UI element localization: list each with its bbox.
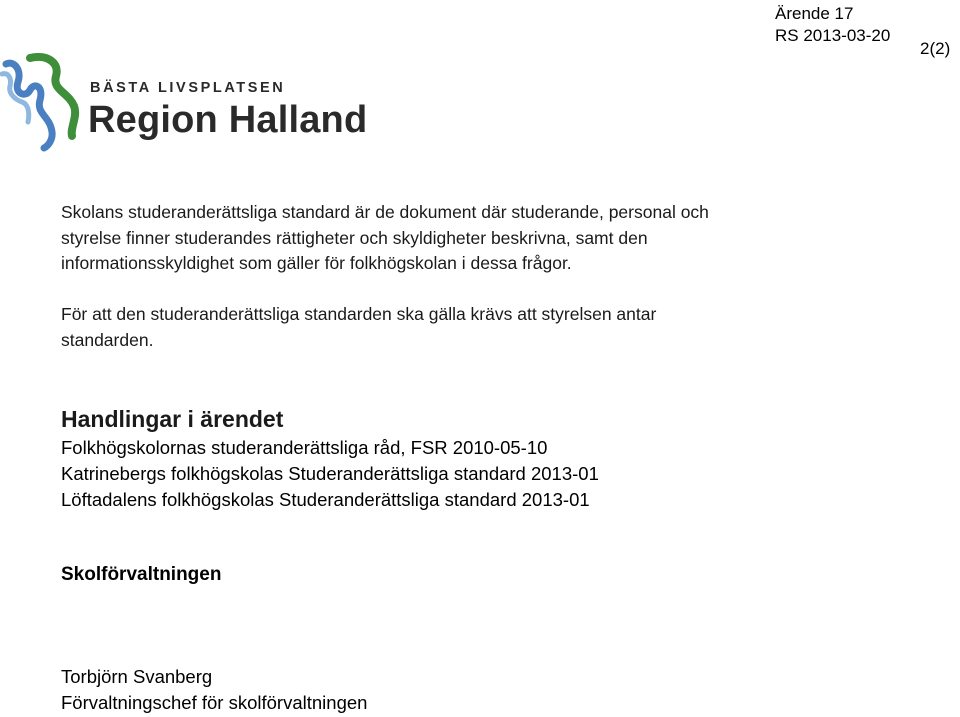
documents-heading: Handlingar i ärendet bbox=[61, 406, 284, 432]
list-item: Katrinebergs folkhögskolas Studeranderättsliga standard 2013-01 bbox=[61, 463, 599, 484]
department-name: Skolförvaltningen bbox=[61, 564, 222, 585]
paragraph-line: informationsskyldighet som gäller för folkhögskolan i dessa frågor. bbox=[61, 253, 572, 273]
paragraph-line: standarden. bbox=[61, 329, 154, 350]
signatory-name: Torbjörn Svanberg bbox=[61, 666, 213, 687]
logo-wave-icon bbox=[0, 52, 86, 152]
list-item: Folkhögskolornas studeranderättsliga råd, FSR 2010-05-10 bbox=[61, 437, 548, 458]
list-item: Löftadalens folkhögskolas Studeranderättsliga standard 2013-01 bbox=[61, 489, 590, 510]
logo-name: Region Halland bbox=[88, 99, 368, 141]
paragraph-line: För att den studeranderättsliga standarden ska gälla krävs att styrelsen antar bbox=[61, 304, 657, 324]
paragraph-board-approval bbox=[61, 302, 656, 353]
page-number: 2(2) bbox=[920, 39, 951, 58]
paragraph-line: Skolans studeranderättsliga standard är de dokument där studerande, personal och bbox=[61, 202, 709, 222]
documents-list bbox=[61, 435, 599, 513]
signature-block bbox=[61, 664, 367, 716]
signatory-title: Förvaltningschef för skolförvaltningen bbox=[61, 692, 368, 713]
paragraph-line: styrelse finner studerandes rättigheter och skyldigheter beskrivna, samt den bbox=[61, 227, 648, 248]
paragraph-standard-description bbox=[61, 200, 709, 277]
logo-tagline: BÄSTA LIVSPLATSEN bbox=[90, 80, 286, 96]
case-number: Ärende 17 bbox=[775, 4, 854, 23]
region-halland-logo bbox=[0, 52, 380, 152]
reference-date: RS 2013-03-20 bbox=[775, 26, 891, 45]
